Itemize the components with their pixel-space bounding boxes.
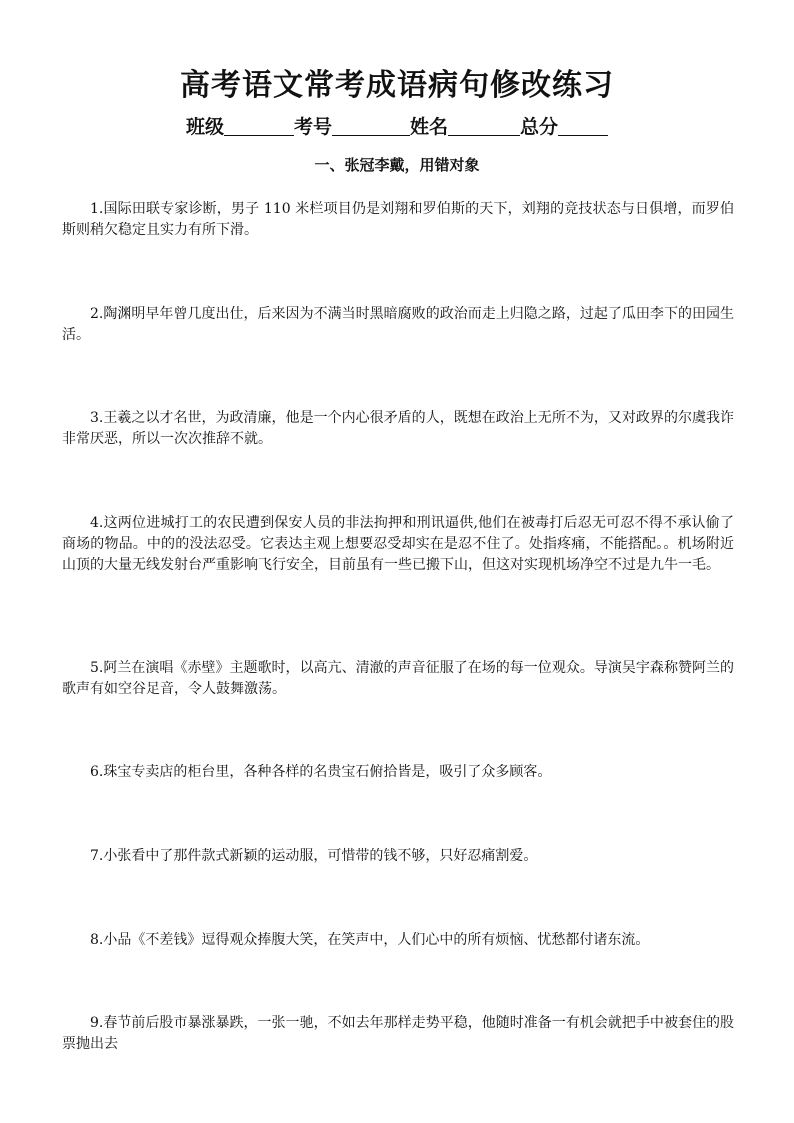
- question-item: 2.陶渊明早年曾几度出仕，后来因为不满当时黑暗腐败的政治而走上归隐之路，过起了瓜田李下的田园生活。: [62, 306, 734, 343]
- page-title: 高考语文常考成语病句修改练习: [180, 68, 614, 103]
- name-label: 姓名: [410, 116, 449, 138]
- question-item: 6.珠宝专卖店的柜台里，各种各样的名贵宝石俯拾皆是，吸引了众多顾客。: [90, 764, 552, 780]
- class-label: 班级: [185, 116, 224, 138]
- question-item: 4.这两位进城打工的农民遭到保安人员的非法拘押和刑讯逼供,他们在被毒打后忍无可忍不得不承认偷了商场的物品。中的的没法忍受。它表达主观上想要忍受却实在是忍不住了。处指疼痛，不能搭配。。机场附近山顶的大量无线发射台严重影响飞行安全，目前虽有一些已搬下山，但这对实现机场净空不过是九牛一毛。: [62, 515, 734, 573]
- exam-number-blank: [332, 117, 410, 136]
- question-item: 3.王羲之以才名世，为政清廉，他是一个内心很矛盾的人，既想在政治上无所不为，又对政界的尔虞我诈非常厌恶，所以一次次推辞不就。: [62, 410, 734, 447]
- question-item: 5.阿兰在演唱《赤壁》主题歌时，以高亢、清澈的声音征服了在场的每一位观众。导演吴宇森称赞阿兰的歌声有如空谷足音，令人鼓舞激荡。: [62, 660, 734, 697]
- student-info-line: [0, 112, 794, 139]
- class-blank: [224, 117, 294, 136]
- score-blank: [558, 117, 608, 136]
- question-item: 8.小品《不差钱》逗得观众捧腹大笑，在笑声中，人们心中的所有烦恼、忧愁都付诸东流。: [90, 932, 650, 948]
- name-blank: [448, 117, 520, 136]
- score-label: 总分: [520, 116, 559, 138]
- exam-number-label: 考号: [293, 116, 332, 138]
- question-item: 9.春节前后股市暴涨暴跌，一张一驰，不如去年那样走势平稳，他随时准备一有机会就把手中被套住的股票抛出去: [62, 1015, 734, 1052]
- section-heading: 一、张冠李戴，用错对象: [314, 156, 480, 174]
- question-item: 7.小张看中了那件款式新颖的运动服，可惜带的钱不够，只好忍痛割爱。: [90, 848, 538, 864]
- question-item: 1.国际田联专家诊断，男子 110 米栏项目仍是刘翔和罗伯斯的天下，刘翔的竞技状态与日俱增，而罗伯斯则稍欠稳定且实力有所下滑。: [62, 201, 734, 238]
